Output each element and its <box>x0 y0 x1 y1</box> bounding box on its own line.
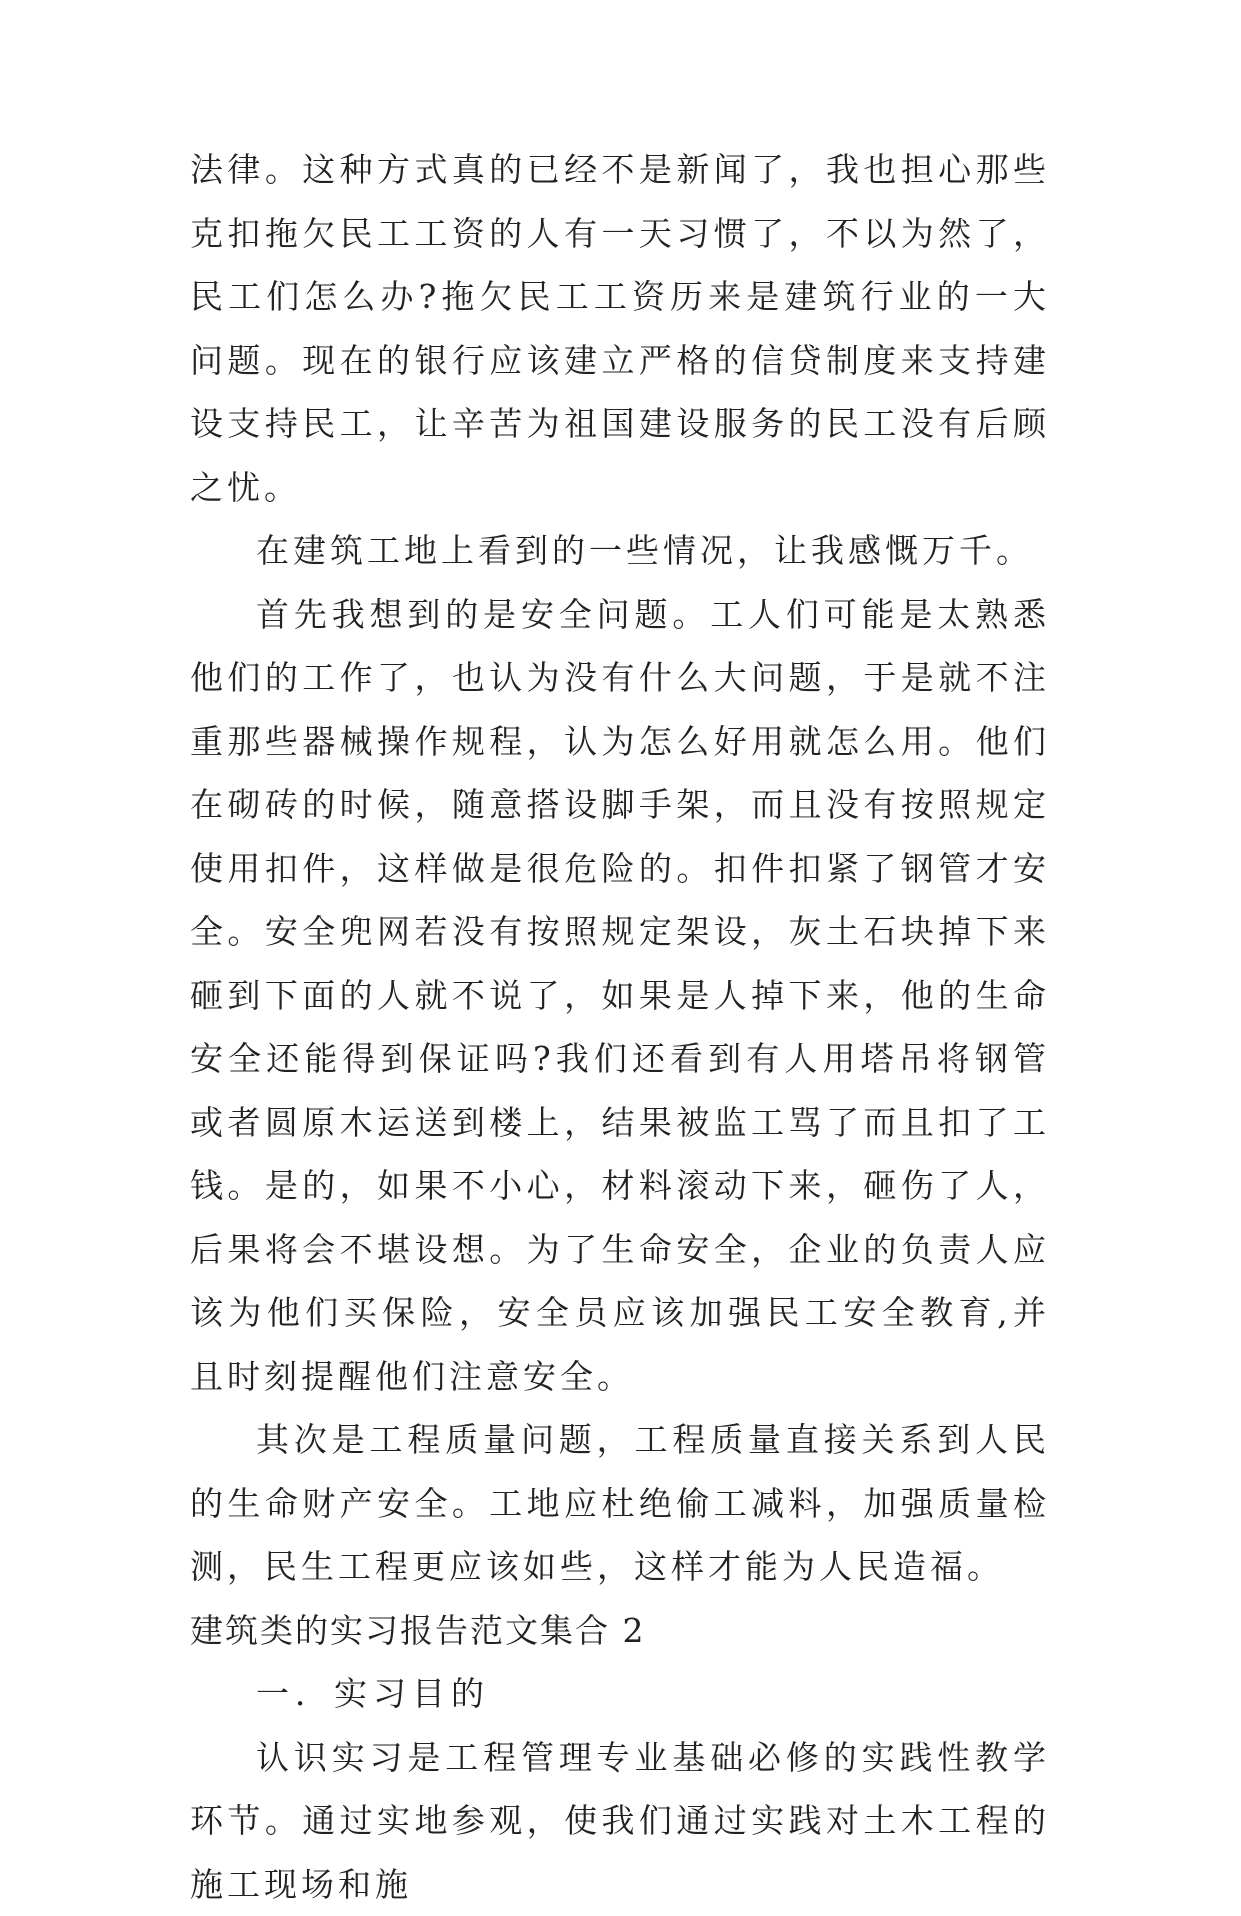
section-title: 建筑类的实习报告范文集合 2 <box>190 1599 1050 1663</box>
paragraph-internship-purpose: 认识实习是工程管理专业基础必修的实践性教学环节。通过实地参观，使我们通过实践对土木工程的施工现场和施 <box>190 1726 1050 1916</box>
subsection-title: 一．实习目的 <box>190 1662 1050 1726</box>
document-body <box>190 138 1050 1916</box>
paragraph-safety-issues: 首先我想到的是安全问题。工人们可能是太熟悉他们的工作了，也认为没有什么大问题，于是就不注重那些器械操作规程，认为怎么好用就怎么用。他们在砌砖的时候，随意搭设脚手架，而且没有按照规定使用扣件，这样做是很危险的。扣件扣紧了钢管才安全。安全兜网若没有按照规定架设，灰土石块掉下来砸到下面的人就不说了，如果是人掉下来，他的生命安全还能得到保证吗?我们还看到有人用塔吊将钢管或者圆原木运送到楼上，结果被监工骂了而且扣了工钱。是的，如果不小心，材料滚动下来，砸伤了人，后果将会不堪设想。为了生命安全，企业的负责人应该为他们买保险，安全员应该加强民工安全教育,并且时刻提醒他们注意安全。 <box>190 583 1050 1409</box>
paragraph-quality-issues: 其次是工程质量问题，工程质量直接关系到人民的生命财产安全。工地应杜绝偷工减料，加强质量检测，民生工程更应该如些，这样才能为人民造福。 <box>190 1408 1050 1599</box>
paragraph-site-observations: 在建筑工地上看到的一些情况，让我感慨万千。 <box>190 519 1050 583</box>
paragraph-wage-arrears: 法律。这种方式真的已经不是新闻了，我也担心那些克扣拖欠民工工资的人有一天习惯了，不以为然了，民工们怎么办?拖欠民工工资历来是建筑行业的一大问题。现在的银行应该建立严格的信贷制度来支持建设支持民工，让辛苦为祖国建设服务的民工没有后顾之忧。 <box>190 138 1050 519</box>
